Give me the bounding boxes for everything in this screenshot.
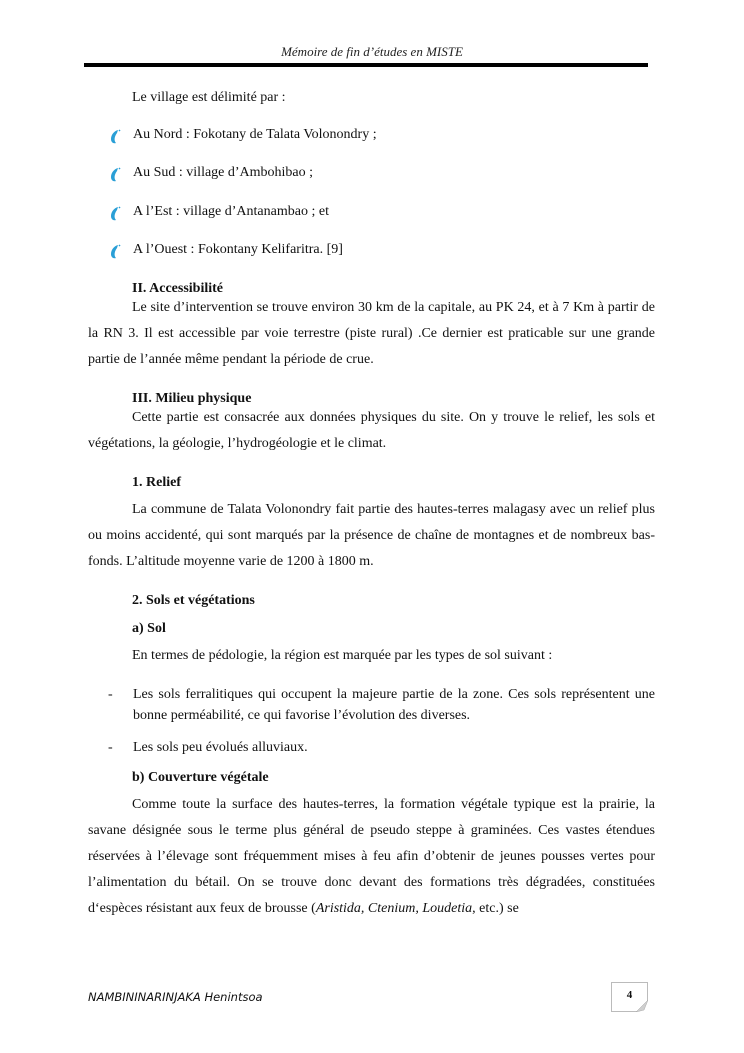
subheading-vegetation: b) Couverture végétale	[132, 770, 269, 785]
accessibility-paragraph: Le site d’intervention se trouve environ 30 km de la capitale, au PK 24, et à 7 Km à partir de la RN 3. Il est accessible par voie terrestre (piste rural) .Ce dernier est praticable sur une grande partie de l’année même pendant la période de crue.	[88, 300, 655, 367]
footer-author: NAMBININARINJAKA Henintsoa	[88, 990, 263, 1004]
dash-marker: -	[108, 740, 113, 755]
list-item	[108, 204, 655, 224]
page-number: 4	[626, 989, 633, 1001]
border-west: A l’Ouest : Fokontany Kelifaritra. [9]	[133, 242, 343, 257]
border-north: Au Nord : Fokotany de Talata Volonondry ;	[133, 127, 377, 142]
vegetation-text-end: , etc.) se	[472, 901, 519, 916]
soils-intro: En termes de pédologie, la région est marquée par les types de sol suivant :	[132, 648, 553, 663]
vegetation-text-start: Comme toute la surface des hautes-terres, la formation végétale typique est la prairie, la savane désignée sous le terme plus général de pseudo steppe à graminées. Ces vastes étendues réservées à l’élevage sont fréquemment mises à feu afin d’obtenir de jeunes pousses vertes pour l’alimentation du bétail. On se trouve donc devant des formations très dégradées, constituées d‘espèces résistant aux feux de brousse (	[88, 797, 655, 916]
dash-marker: -	[108, 687, 113, 702]
soil-type-alluvial: Les sols peu évolués alluviaux.	[133, 740, 308, 755]
soil-type-ferralitic: Les sols ferralitiques qui occupent la majeure partie de la zone. Ces sols représentent une bonne perméabilité, ce qui favorise l’évolution des diverses.	[133, 687, 655, 723]
section-heading-physical: III. Milieu physique	[132, 391, 252, 406]
swoosh-bullet-icon	[108, 129, 122, 145]
page-header-title: Mémoire de fin d’études en MISTE	[281, 44, 463, 59]
swoosh-bullet-icon	[108, 206, 122, 222]
relief-paragraph: La commune de Talata Volonondry fait partie des hautes-terres malagasy avec un relief plus ou moins accidenté, qui sont marqués par la présence de chaîne de montagnes et de nombreux bas-fonds. L’altitude moyenne varie de 1200 à 1800 m.	[88, 502, 655, 569]
section-heading-accessibility: II. Accessibilité	[132, 281, 223, 296]
species-names: Aristida, Ctenium, Loudetia	[315, 901, 473, 916]
border-south: Au Sud : village d’Ambohibao ;	[133, 165, 314, 180]
page-number-box	[611, 982, 648, 1012]
page-curl-icon	[636, 1000, 648, 1012]
subheading-sol: a) Sol	[132, 621, 166, 636]
subsection-heading-relief: 1. Relief	[132, 475, 181, 490]
intro-text: Le village est délimité par :	[132, 90, 286, 105]
physical-paragraph: Cette partie est consacrée aux données physiques du site. On y trouve le relief, les sols et végétations, la géologie, l’hydrogéologie et le climat.	[88, 410, 655, 451]
border-east: A l’Est : village d’Antanambao ; et	[133, 204, 329, 219]
list-item	[108, 165, 655, 185]
list-item	[108, 684, 655, 726]
swoosh-bullet-icon	[108, 244, 122, 260]
list-item	[108, 127, 655, 147]
swoosh-bullet-icon	[108, 167, 122, 183]
list-item	[108, 242, 655, 262]
header-rule	[84, 63, 648, 67]
list-item	[108, 737, 655, 758]
vegetation-paragraph	[88, 792, 655, 922]
subsection-heading-soils: 2. Sols et végétations	[132, 593, 255, 608]
